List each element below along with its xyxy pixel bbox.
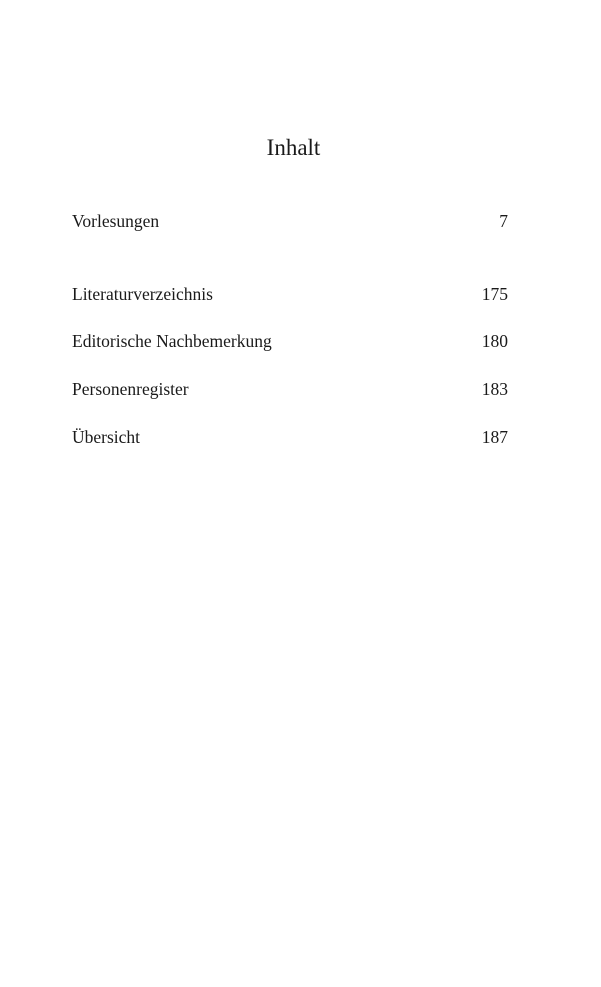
toc-entry-label: Personenregister (72, 379, 189, 399)
toc-entry-label: Vorlesungen (72, 211, 160, 231)
toc-entry (72, 211, 508, 232)
toc-entry-label: Editorische Nachbemerkung (72, 331, 272, 351)
toc-entry-label: Übersicht (72, 427, 141, 447)
toc-entry-label: Literaturverzeichnis (72, 284, 213, 304)
toc-entry-page: 180 (481, 331, 508, 351)
page-title: Inhalt (266, 135, 321, 160)
toc-entry-page: 175 (481, 284, 508, 304)
toc-entry (72, 331, 508, 352)
toc-entry (72, 427, 508, 448)
toc-entry-page: 7 (499, 211, 508, 231)
toc-entry (72, 284, 508, 305)
toc-entry (72, 379, 508, 400)
toc-entry-page: 187 (481, 427, 508, 447)
toc-entry-page: 183 (481, 379, 508, 399)
